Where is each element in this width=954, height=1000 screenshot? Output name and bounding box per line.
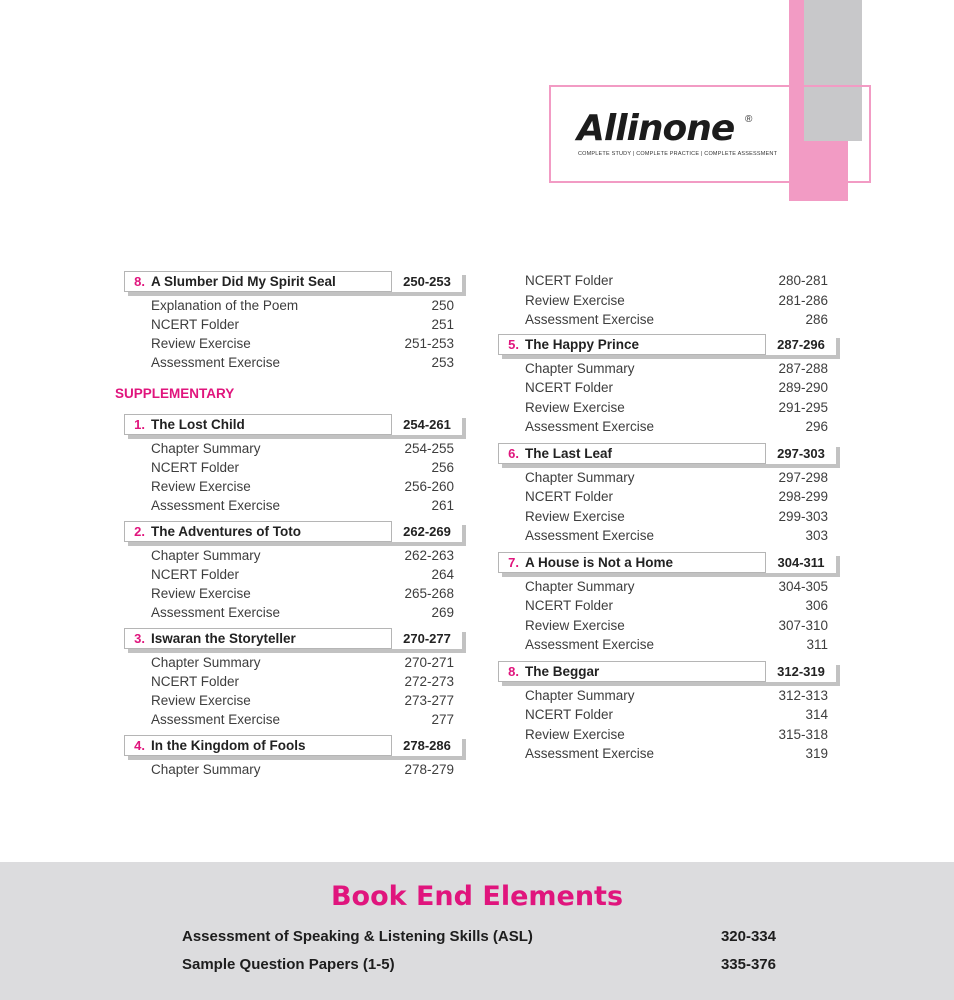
toc-item[interactable] xyxy=(124,439,466,458)
chapter-pages: 270-277 xyxy=(391,628,462,649)
item-label: Assessment Exercise xyxy=(151,712,281,727)
item-pages: 311 xyxy=(806,637,828,652)
item-label: Assessment Exercise xyxy=(525,746,655,761)
chapter-number: 8. xyxy=(134,274,145,289)
book-end-item[interactable] xyxy=(182,928,776,945)
toc-right-column xyxy=(498,271,840,764)
toc-item[interactable] xyxy=(124,565,466,584)
item-label: NCERT Folder xyxy=(525,707,614,722)
item-pages: 319 xyxy=(805,746,828,761)
item-pages: 251 xyxy=(431,317,454,332)
toc-item[interactable] xyxy=(124,315,466,334)
item-label: Assessment Exercise xyxy=(525,312,655,327)
book-end-title: Book End Elements xyxy=(330,881,624,912)
toc-item[interactable] xyxy=(498,577,840,597)
toc-item[interactable] xyxy=(498,271,840,291)
item-pages: 262-263 xyxy=(404,548,454,563)
item-pages: 299-303 xyxy=(778,508,828,524)
item-label: Assessment Exercise xyxy=(151,355,281,370)
item-pages: 297-298 xyxy=(778,469,828,485)
item-label: NCERT Folder xyxy=(525,380,614,395)
item-label: Chapter Summary xyxy=(525,360,635,376)
chapter-title: The Beggar xyxy=(525,663,600,679)
chapter-pages: 304-311 xyxy=(765,552,836,573)
toc-item[interactable] xyxy=(124,710,466,729)
item-label: Explanation of the Poem xyxy=(151,298,299,313)
chapter-title: The Adventures of Toto xyxy=(151,524,301,539)
item-label: Assessment Exercise xyxy=(151,498,281,513)
logo-tagline: COMPLETE STUDY | COMPLETE PRACTICE | COMPLETE ASSESSMENT xyxy=(578,151,778,157)
chapter-header[interactable] xyxy=(498,552,836,573)
item-label: Review Exercise xyxy=(151,693,251,708)
item-label: Assessment Exercise xyxy=(151,605,281,620)
toc-item[interactable] xyxy=(124,546,466,565)
toc-item[interactable] xyxy=(498,705,840,725)
item-label: Assessment Exercise xyxy=(525,419,655,434)
item-label: Assessment Exercise xyxy=(525,637,655,652)
toc-item[interactable] xyxy=(498,616,840,636)
item-pages: 251-253 xyxy=(404,336,454,351)
chapter-title: In the Kingdom of Fools xyxy=(151,738,306,753)
book-end-item[interactable] xyxy=(182,956,776,973)
chapter-header[interactable] xyxy=(124,271,462,292)
toc-item[interactable] xyxy=(498,398,840,418)
item-label: NCERT Folder xyxy=(151,460,240,475)
book-end-pages: 335-376 xyxy=(720,956,776,973)
item-label: NCERT Folder xyxy=(151,317,240,332)
chapter-number: 1. xyxy=(134,417,145,432)
book-end-label: Sample Question Papers (1-5) xyxy=(182,956,395,973)
toc-left-column xyxy=(115,271,466,779)
item-pages: 312-313 xyxy=(778,687,828,703)
item-pages: 287-288 xyxy=(778,360,828,376)
chapter-header[interactable] xyxy=(124,521,462,542)
item-label: NCERT Folder xyxy=(151,567,240,582)
toc-item[interactable] xyxy=(124,672,466,691)
item-pages: 314 xyxy=(805,707,828,722)
registered-mark: ® xyxy=(745,114,753,125)
item-pages: 269 xyxy=(431,605,454,620)
item-label: Review Exercise xyxy=(525,617,625,633)
item-label: Review Exercise xyxy=(151,586,251,601)
item-pages: 304-305 xyxy=(778,578,828,594)
toc-item[interactable] xyxy=(124,296,466,315)
item-pages: 280-281 xyxy=(778,273,828,288)
item-pages: 265-268 xyxy=(404,586,454,601)
item-label: NCERT Folder xyxy=(525,598,614,613)
toc-item[interactable] xyxy=(498,725,840,745)
chapter-number: 7. xyxy=(508,554,519,570)
chapter-number: 8. xyxy=(508,663,519,679)
toc-item[interactable] xyxy=(124,760,466,779)
toc-item[interactable] xyxy=(498,359,840,379)
item-pages: 256 xyxy=(431,460,454,475)
toc-item[interactable] xyxy=(498,417,840,437)
toc-item[interactable] xyxy=(498,686,840,706)
toc-item[interactable] xyxy=(498,744,840,764)
item-label: Review Exercise xyxy=(525,292,625,308)
toc-item[interactable] xyxy=(498,507,840,527)
toc-item[interactable] xyxy=(124,334,466,353)
item-pages: 261 xyxy=(431,498,454,513)
item-pages: 277 xyxy=(431,712,454,727)
toc-item[interactable] xyxy=(124,353,466,372)
item-pages: 270-271 xyxy=(404,655,454,670)
chapter-title: The Happy Prince xyxy=(525,336,640,352)
item-pages: 253 xyxy=(431,355,454,370)
chapter-header[interactable] xyxy=(498,334,836,355)
toc-item[interactable] xyxy=(498,635,840,655)
item-pages: 264 xyxy=(431,567,454,582)
item-pages: 289-290 xyxy=(778,380,828,395)
item-label: Chapter Summary xyxy=(525,687,635,703)
toc-item[interactable] xyxy=(498,487,840,507)
chapter-number: 4. xyxy=(134,738,145,753)
chapter-header[interactable] xyxy=(124,628,462,649)
book-end-label: Assessment of Speaking & Listening Skills (ASL) xyxy=(182,928,533,945)
item-label: Chapter Summary xyxy=(151,441,261,456)
item-pages: 291-295 xyxy=(778,399,828,415)
toc-item[interactable] xyxy=(124,458,466,477)
item-label: NCERT Folder xyxy=(151,674,240,689)
item-label: Chapter Summary xyxy=(151,762,261,777)
item-label: Chapter Summary xyxy=(525,469,635,485)
item-label: Chapter Summary xyxy=(151,548,261,563)
item-pages: 273-277 xyxy=(404,693,454,708)
brand-logo: Allinone xyxy=(577,108,735,149)
item-pages: 254-255 xyxy=(404,441,454,456)
item-pages: 315-318 xyxy=(778,726,828,742)
item-pages: 307-310 xyxy=(778,617,828,633)
toc-item[interactable] xyxy=(498,468,840,488)
toc-item[interactable] xyxy=(498,310,840,330)
item-pages: 278-279 xyxy=(404,762,454,777)
toc-item[interactable] xyxy=(498,526,840,546)
book-end-pages: 320-334 xyxy=(720,928,776,945)
chapter-number: 3. xyxy=(134,631,145,646)
chapter-pages: 262-269 xyxy=(391,521,462,542)
item-label: Review Exercise xyxy=(525,508,625,524)
item-pages: 306 xyxy=(805,598,828,613)
chapter-pages: 254-261 xyxy=(391,414,462,435)
toc-item[interactable] xyxy=(124,584,466,603)
toc-item[interactable] xyxy=(498,378,840,398)
chapter-number: 6. xyxy=(508,445,519,461)
item-pages: 250 xyxy=(431,298,454,313)
supplementary-heading: SUPPLEMENTARY xyxy=(115,386,235,401)
item-pages: 256-260 xyxy=(404,479,454,494)
chapter-header[interactable] xyxy=(498,661,836,682)
toc-item[interactable] xyxy=(124,603,466,622)
chapter-title: Iswaran the Storyteller xyxy=(151,631,296,646)
item-label: Chapter Summary xyxy=(151,655,261,670)
item-label: Review Exercise xyxy=(525,399,625,415)
chapter-number: 5. xyxy=(508,336,519,352)
item-label: Chapter Summary xyxy=(525,578,635,594)
chapter-pages: 278-286 xyxy=(391,735,462,756)
item-label: NCERT Folder xyxy=(525,489,614,504)
chapter-pages: 312-319 xyxy=(765,661,836,682)
chapter-title: A House is Not a Home xyxy=(525,554,674,570)
toc-item[interactable] xyxy=(498,596,840,616)
chapter-header[interactable] xyxy=(124,414,462,435)
chapter-title: The Last Leaf xyxy=(525,445,613,461)
chapter-header[interactable] xyxy=(124,735,462,756)
item-pages: 298-299 xyxy=(778,489,828,504)
item-label: Assessment Exercise xyxy=(525,528,655,543)
item-label: Review Exercise xyxy=(151,336,251,351)
chapter-header[interactable] xyxy=(498,443,836,464)
chapter-pages: 250-253 xyxy=(391,271,462,292)
toc-item[interactable] xyxy=(124,477,466,496)
toc-item[interactable] xyxy=(124,496,466,515)
item-pages: 272-273 xyxy=(404,674,454,689)
item-pages: 281-286 xyxy=(778,292,828,308)
toc-item[interactable] xyxy=(124,691,466,710)
item-pages: 286 xyxy=(805,312,828,327)
chapter-pages: 287-296 xyxy=(765,334,836,355)
chapter-number: 2. xyxy=(134,524,145,539)
chapter-title: A Slumber Did My Spirit Seal xyxy=(151,274,336,289)
toc-item[interactable] xyxy=(124,653,466,672)
item-pages: 296 xyxy=(805,419,828,434)
item-label: Review Exercise xyxy=(525,726,625,742)
item-label: NCERT Folder xyxy=(525,273,614,288)
item-label: Review Exercise xyxy=(151,479,251,494)
toc-item[interactable] xyxy=(498,291,840,311)
chapter-title: The Lost Child xyxy=(151,417,245,432)
chapter-pages: 297-303 xyxy=(765,443,836,464)
item-pages: 303 xyxy=(805,528,828,543)
